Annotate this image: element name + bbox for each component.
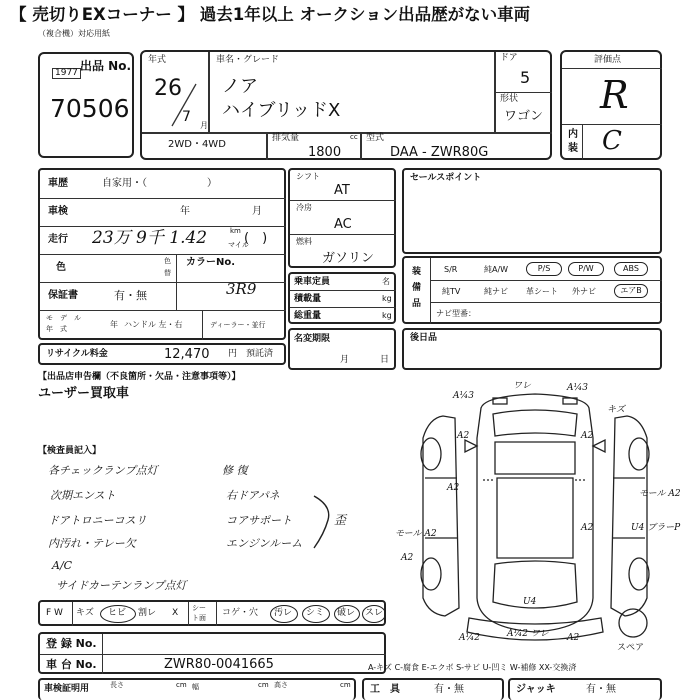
equip-airbag: エアB [614,284,648,298]
inspection-year-unit: 年 [180,206,190,217]
name-line1: ノア [222,76,258,97]
warranty-label: 保証書 [48,290,78,301]
cert-len-unit: cm [176,681,187,689]
tools-box [362,678,504,700]
equip-pw: P/W [568,262,604,276]
interior-label-1: 内 [568,129,578,140]
recycle-value: 12,470 [164,347,210,362]
shift-value: AT [334,183,350,198]
chassis-label: 車 台 No. [46,658,97,671]
inspector-right-2: 右ドアパネ [226,489,280,502]
inspector-left-3: ドアトロニーコスリ [48,514,147,527]
equip-tv: 純TV [442,287,461,296]
equipment-label-1: 装 [412,267,422,277]
tools-value: 有・無 [434,684,464,695]
inspector-left-5: A/C [52,559,73,572]
equip-sr: S/R [444,265,458,274]
cert-width-unit: cm [258,681,269,689]
mark-4: A2 [447,483,460,493]
lot-number: 70506 [50,94,130,123]
after-box [402,328,662,370]
cond-stain: シミ [306,608,325,618]
cond-burn: コゲ・穴 [222,608,259,618]
color-no-label: カラーNo. [186,257,236,268]
vehicle-main-box [140,50,552,160]
model-year-label-1: モ デ ル [46,314,81,322]
displacement-unit: cc [350,133,358,141]
mark-8: A2 [401,553,414,563]
recycle-unit: 円 [228,349,238,359]
after-label: 後日品 [410,333,438,343]
model-label: 型式 [366,133,385,143]
mark-3: A2 [581,523,594,533]
declaration-value: ユーザー買取車 [38,386,130,401]
mark-1: A2 [457,431,470,441]
recycle-label: リサイクル料金 [46,349,108,359]
declaration-label: 【出品店申告欄（不良箇所・欠品・注意事項等）】 [38,372,241,382]
ac-value: AC [334,217,352,232]
cert-height: 高さ [274,681,288,689]
lot-box [38,52,134,158]
seat-label-1: シー [192,604,206,612]
chassis-value: ZWR80-0041665 [164,657,274,672]
recycle-box [38,343,286,365]
year-month-unit: 月 [200,121,208,130]
color-change-1: 色 [164,257,171,265]
color-change-2: 替 [164,269,171,277]
year-month: 7 [182,109,191,125]
mark-top-2: ワレ [513,381,532,391]
mark-top-3: A¼3 [567,383,588,393]
inspection-month-unit: 月 [252,206,262,217]
car-diagram [395,378,681,662]
drive-value: 2WD・4WD [168,139,226,150]
seat-label-2: ト面 [192,614,206,622]
year-label: 年式 [148,55,167,65]
jack-label: ジャッキ [516,684,556,695]
warranty-value: 有・無 [114,289,147,302]
cond-wear: スレ [365,608,384,618]
equip-ps: P/S [526,262,562,276]
lot-sub: 1977 [52,68,81,79]
weight-unit: kg [382,311,392,320]
inspector-right-1: 修 復 [222,464,248,477]
cond-dirt: 汚レ [274,608,293,618]
cond-tear: 破レ [337,608,356,618]
header-bar [0,0,700,30]
history-value: 自家用・（ ） [102,178,217,189]
header-title: 【 売切りEXコーナー 】 過去1年以上 オークション出品歴がない車両 [10,5,531,24]
expiry-label: 名変期限 [294,334,331,344]
fuel-label: 燃料 [296,237,312,246]
equip-ext-nav: 外ナビ [572,287,596,296]
cert-height-unit: cm [340,681,351,689]
equip-leather: 革シート [526,287,558,296]
equip-aw: 純A/W [484,265,509,274]
legend: A-キズ C-腐食 E-エクボ S-サビ U-凹ミ W-補修 XX-交換済 [368,663,577,672]
mark-top-1: A¼3 [453,391,474,401]
inspector-left-2: 次期エンスト [50,489,116,502]
mileage-value: 23万 9千 1.42 [92,228,208,248]
jack-value: 有・無 [586,684,616,695]
mark-2: A2 [581,431,594,441]
inspector-left-4: 内汚れ・テレー欠 [48,537,136,550]
interior-label-2: 装 [568,143,578,154]
rating-label: 評価点 [594,55,622,65]
displacement-value: 1800 [308,145,342,160]
mark-7: モール A2 [395,529,437,539]
history-label: 車歴 [48,178,68,189]
fw-label: F W [46,608,63,618]
capacity-unit: 名 [382,277,390,286]
expiry-day-unit: 日 [380,355,390,365]
mark-top-4: キズ [607,405,625,415]
model-year-label-2: 年 式 [46,325,67,333]
inspector-right-4: エンジンルーム [226,537,303,550]
mark-10: A¼2 [459,633,480,643]
mile-unit: マイル [228,241,249,249]
displacement-label: 排気量 [272,133,300,143]
spec-box [288,168,396,268]
equip-nav: 純ナビ [484,287,508,296]
name-line2: ハイブリッドX [222,100,341,121]
mark-6: U4 ブラーP [631,523,681,533]
doors-label: ドア [500,53,518,63]
defect-x: X [172,608,179,618]
sales-point-label: セールスポイント [410,173,482,183]
defects-box [38,600,386,626]
mileage-label: 走行 [48,234,68,245]
weight-label: 総重量 [294,311,322,321]
mark-5: モール A2 [639,489,681,499]
defect-crack: ヒビ [108,608,127,618]
multi-note: （複合機）対応用紙 [38,29,110,38]
name-label: 車名・グレード [216,55,280,65]
history-box [38,168,286,340]
shape-label: 形状 [500,94,519,104]
load-label: 積載量 [294,294,322,304]
dealer-label: ディーラー・並行 [210,321,266,329]
inspector-mark: 歪 [334,513,347,527]
model-value: DAA - ZWR80G [390,145,489,160]
handle-label: ハンドル 左・右 [124,320,183,329]
defect-break: 割レ [138,608,157,618]
expiry-month-unit: 月 [340,355,350,365]
equipment-box [402,256,662,324]
mark-11: A¼2 ワレ [507,629,549,639]
model-year-unit: 年 [110,320,118,329]
mark-12: A2 [567,633,580,643]
registration-box [38,632,386,674]
color-no-value: 3R9 [226,280,257,298]
cert-box [38,678,356,700]
load-unit: kg [382,294,392,303]
capacity-box [288,272,396,324]
mark-9: U4 [523,597,537,607]
spare-label: スペア [617,643,645,653]
equipment-label-3: 品 [412,299,422,309]
jack-box [508,678,662,700]
fuel-value: ガソリン [322,251,375,266]
year-value: 26 [154,76,182,101]
rating-value: R [600,73,629,117]
km-unit: km [230,227,241,235]
rating-box [560,50,662,160]
inspector-left-1: 各チェックランプ点灯 [48,464,158,477]
cert-label: 車検証明用 [44,684,90,694]
interior-value: C [602,126,622,156]
inspection-label: 車検 [48,206,68,217]
inspector-right-3: コアサポート [226,514,292,527]
equipment-label-2: 備 [412,283,422,293]
shape-value: ワゴン [504,109,544,124]
inspector-label: 【検査員記入】 [38,446,102,456]
recycle-status: 預託済 [246,349,274,359]
equip-nav-model: ナビ型番： [436,309,476,318]
capacity-label: 乗車定員 [294,277,331,287]
registration-label: 登 録 No. [46,637,97,650]
sales-point-box [402,168,662,254]
lot-label: 出品 No. [80,59,132,73]
cert-len: 長さ [110,681,124,689]
defect-scratch: キズ [76,608,94,618]
equip-abs: ABS [614,262,648,276]
shift-label: シフト [296,172,320,181]
tools-label: 工 具 [370,684,400,695]
doors-value: 5 [520,68,531,87]
expiry-box [288,328,396,370]
mileage-paren: ( ) [244,231,268,246]
inspector-left-6: サイドカーテンランプ点灯 [56,579,187,592]
cert-width: 幅 [192,683,199,691]
ac-label: 冷房 [296,203,312,212]
color-label: 色 [56,262,66,273]
